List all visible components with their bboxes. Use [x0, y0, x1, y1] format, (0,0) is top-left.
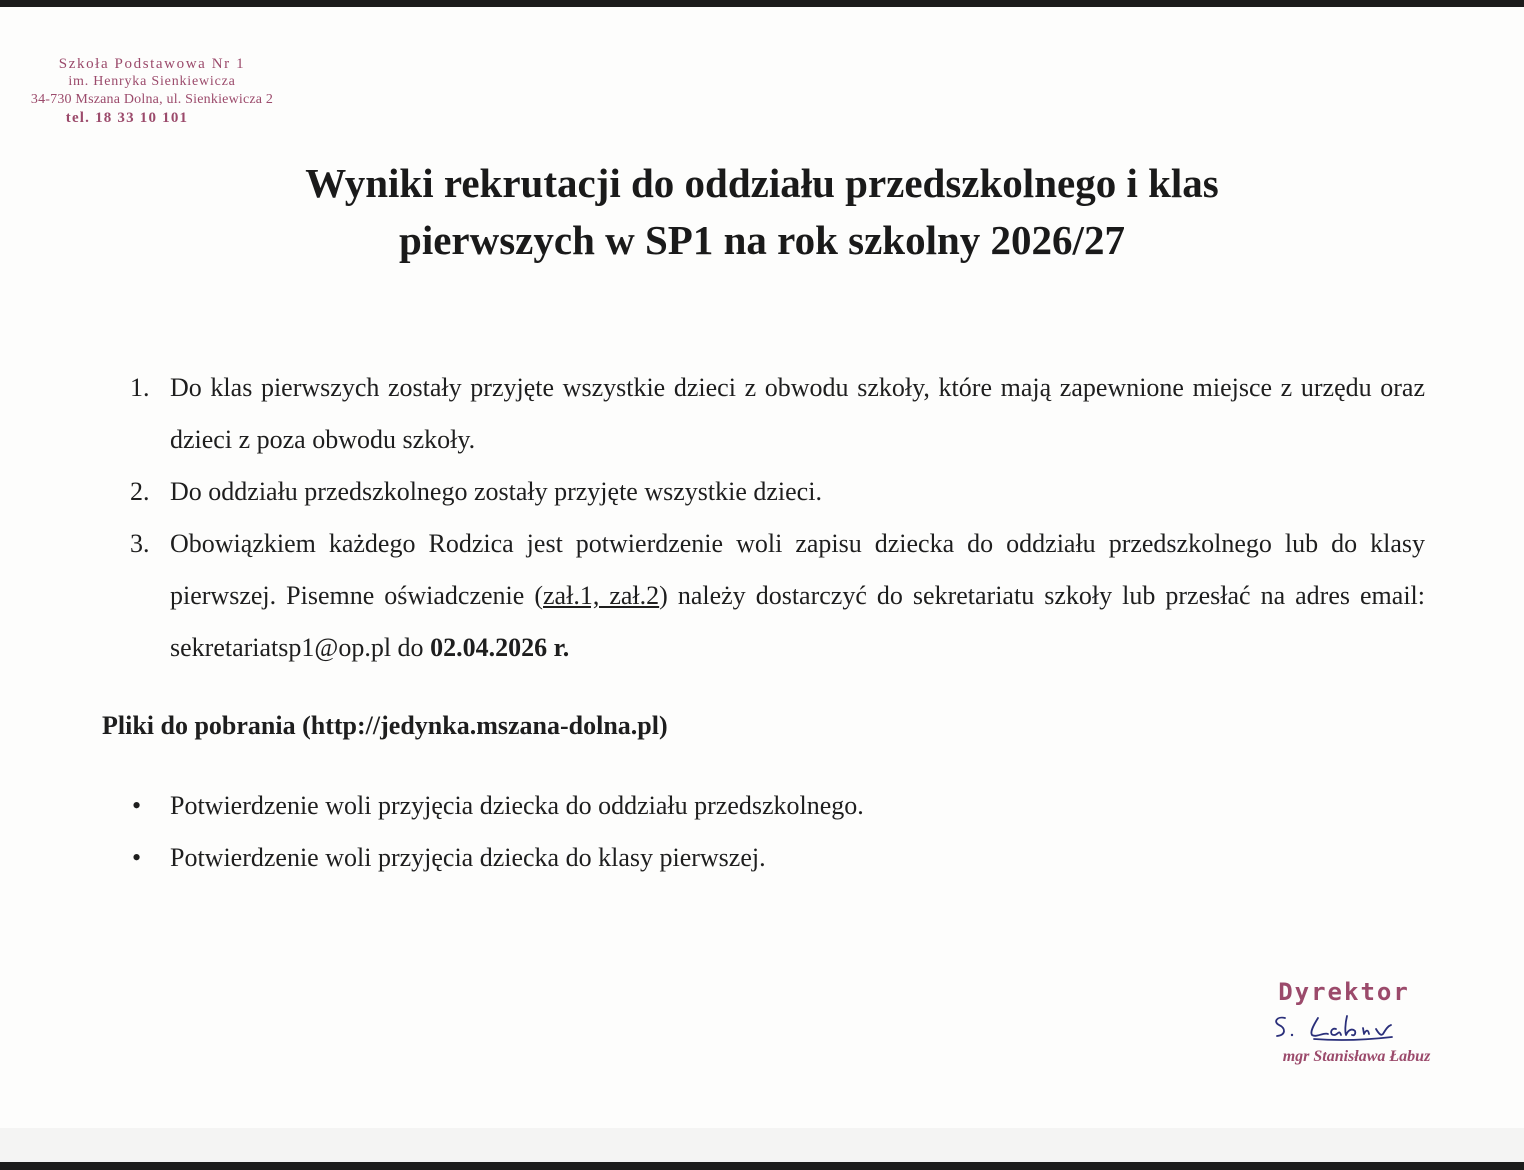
- signature-title: Dyrektor: [1278, 978, 1410, 1006]
- item-number: 3.: [130, 529, 150, 558]
- scan-bottom-shade: [0, 1128, 1524, 1162]
- title-line-1: Wyniki rekrutacji do oddziału przedszkolnego i klas: [305, 160, 1219, 206]
- file-item-text: Potwierdzenie woli przyjęcia dziecka do klasy pierwszej.: [170, 843, 766, 872]
- scan-bottom-border: [0, 1162, 1524, 1170]
- list-item: [130, 518, 1425, 674]
- list-item: [130, 466, 1425, 518]
- item-text: [170, 518, 1425, 674]
- document-title: [0, 155, 1524, 269]
- school-stamp: [2, 55, 302, 127]
- scan-top-border: [0, 0, 1524, 7]
- item-text: Do klas pierwszych zostały przyjęte wszystkie dzieci z obwodu szkoły, które mają zapewnione miejsce z urzędu oraz dzieci z poza obwodu szkoły.: [170, 373, 1425, 454]
- list-item: [132, 832, 864, 884]
- item-number: 2.: [130, 477, 150, 506]
- item-number: 1.: [130, 373, 150, 402]
- item-text-middle: ) należy dostarczyć do sekretariatu szkoły lub przesłać na adres email: sekretariatsp1@op.pl do: [170, 581, 1425, 662]
- stamp-line-patron: im. Henryka Sienkiewicza: [68, 74, 236, 89]
- files-heading: Pliki do pobrania (http://jedynka.mszana-dolna.pl): [102, 711, 668, 740]
- files-list: [132, 780, 864, 884]
- file-item-text: Potwierdzenie woli przyjęcia dziecka do oddziału przedszkolnego.: [170, 791, 864, 820]
- list-item: [132, 780, 864, 832]
- deadline-date: 02.04.2026 r.: [430, 633, 570, 662]
- stamp-line-address: 34-730 Mszana Dolna, ul. Sienkiewicza 2: [30, 92, 274, 107]
- attachments-link[interactable]: zał.1, zał.2: [543, 581, 660, 610]
- item-text-start: Obowiązkiem każdego Rodzica jest potwierdzenie woli zapisu dziecka do oddziału przedszkolnego lub do klasy pierwszej. Pisemne oświadczenie (: [170, 529, 1425, 610]
- item-text: Do oddziału przedszkolnego zostały przyjęte wszystkie dzieci.: [170, 477, 822, 506]
- list-item: [130, 362, 1425, 466]
- stamp-line-school: Szkoła Podstawowa Nr 1: [58, 56, 246, 72]
- stamp-line-phone: tel. 18 33 10 101: [65, 110, 189, 126]
- title-line-2: pierwszych w SP1 na rok szkolny 2026/27: [399, 217, 1125, 263]
- bullet-icon: •: [132, 843, 142, 872]
- signature-name: mgr Stanisława Łabuz: [1282, 1048, 1431, 1065]
- results-list: [130, 362, 1425, 674]
- bullet-icon: •: [132, 791, 142, 820]
- signature-block: [1200, 978, 1480, 1066]
- handwritten-signature-icon: [1268, 1010, 1428, 1044]
